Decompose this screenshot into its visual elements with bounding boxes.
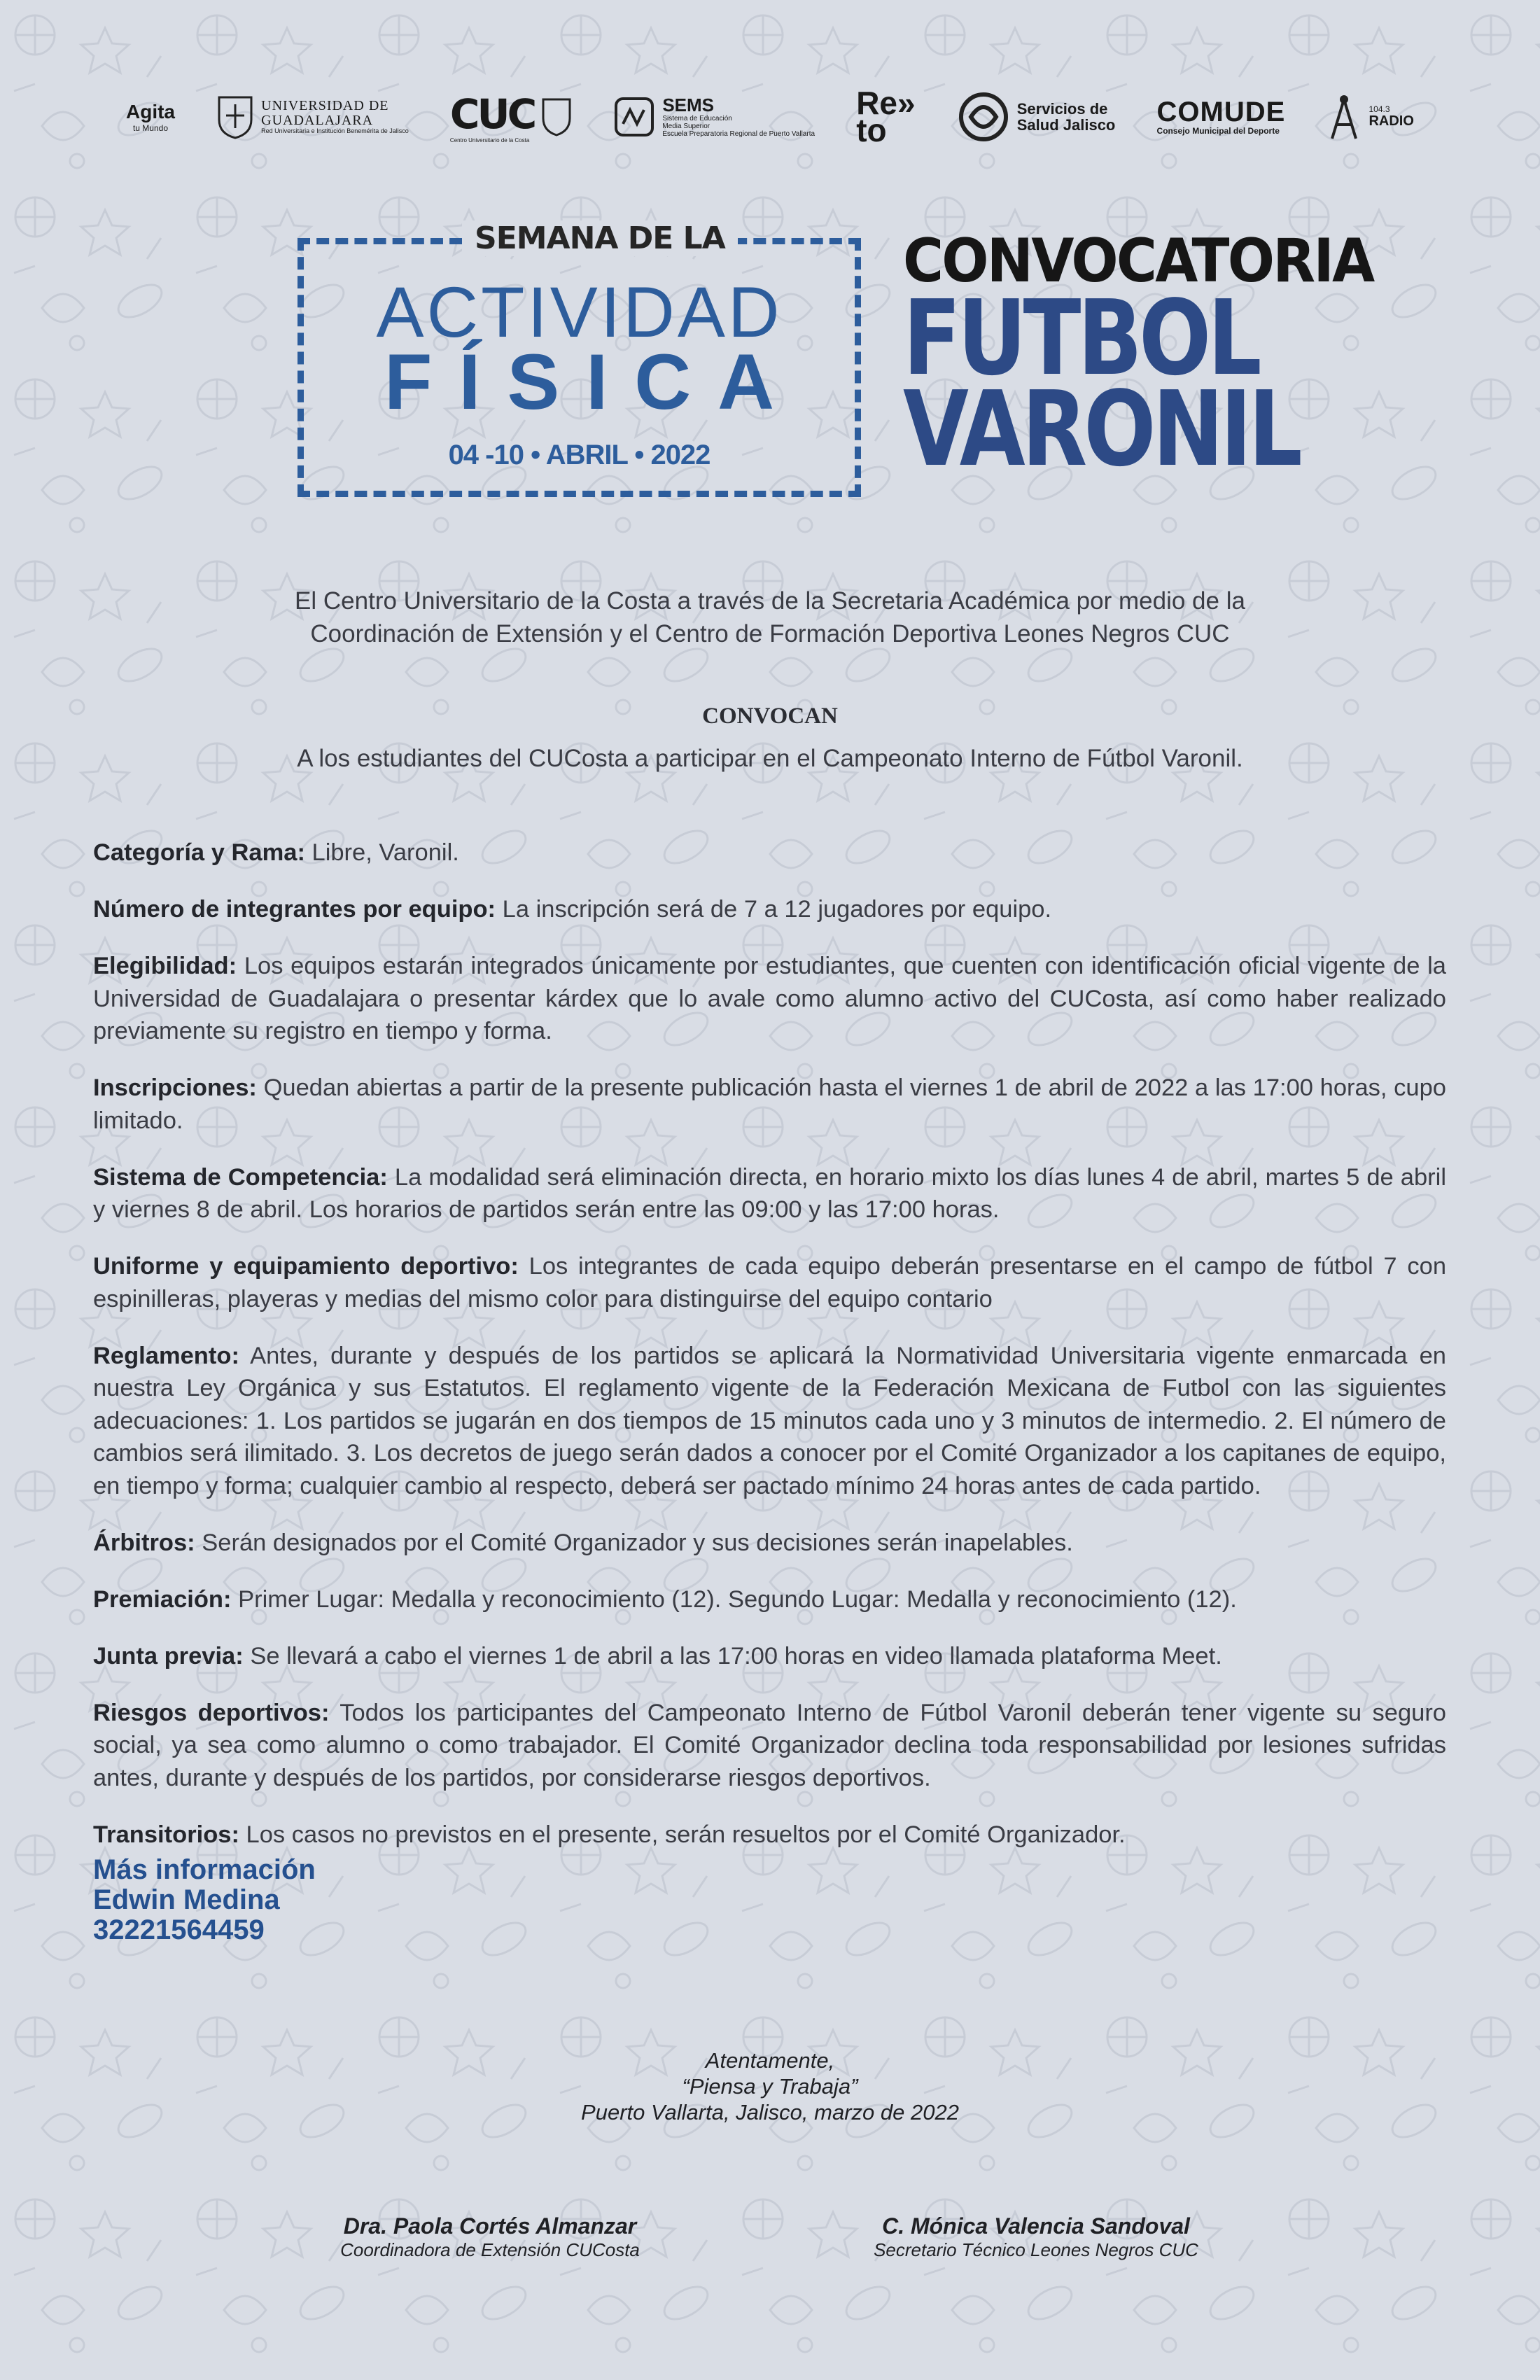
convocan-text: A los estudiantes del CUCosta a participar en el Campeonato Interno de Fútbol Varonil. (297, 745, 1243, 772)
rule-label: Número de integrantes por equipo: (93, 896, 496, 923)
rule-categoria (93, 836, 1446, 869)
signature-role: Coordinadora de Extensión CUCosta (340, 2239, 640, 2260)
udg-logo (216, 94, 409, 139)
rule-junta-previa (93, 1640, 1446, 1673)
rule-riesgos (93, 1697, 1446, 1795)
reto-logo-line1: Re» (856, 84, 916, 121)
radio-logo (1326, 92, 1413, 141)
rule-uniforme (93, 1250, 1446, 1315)
rule-elegibilidad (93, 950, 1446, 1048)
rule-text: Se llevará a cabo el viernes 1 de abril a las 17:00 horas en video llamada plataforma Meet. (243, 1642, 1222, 1670)
rule-text: Los casos no previstos en el presente, serán resueltos por el Comité Organizador. (239, 1821, 1126, 1848)
closing-motto: “Piensa y Trabaja” (682, 2074, 858, 2099)
rule-label: Inscripciones: (93, 1074, 257, 1101)
rule-arbitros (93, 1527, 1446, 1560)
rule-text: Serán designados por el Comité Organizador y sus decisiones serán inapelables. (195, 1529, 1073, 1556)
contact-info (93, 1855, 316, 1945)
rule-label: Transitorios: (93, 1821, 239, 1848)
reto-logo-line2: to (856, 112, 887, 148)
rule-label: Categoría y Rama: (93, 839, 305, 866)
event-fisica-title: FÍSICA (384, 338, 802, 426)
salud-logo-line2: Salud Jalisco (1016, 116, 1116, 134)
rule-label: Elegibilidad: (93, 953, 237, 979)
radio-logo-name: RADIO (1368, 113, 1414, 130)
sems-logo-line1: Sistema de Educación (662, 115, 732, 123)
convocatoria-heading: CONVOCATORIA (903, 226, 1373, 296)
rule-sistema-competencia (93, 1161, 1446, 1226)
reto-logo (856, 84, 916, 148)
cuc-shield-icon (541, 97, 572, 136)
signature-name: C. Mónica Valencia Sandoval (882, 2213, 1190, 2239)
radio-tower-icon (1326, 92, 1362, 141)
rule-text: Antes, durante y después de los partidos se aplicará la Normatividad Universitaria vigente enmarcada en nuestra Ley Orgánica y sus Estatutos. El reglamento vigente de la Federación Mexicana de Futbol con las siguientes adecuaciones: 1. Los partidos se jugarán en dos tiempos de 15 minutos cada uno y 3 minutos de intermedio. 2. El número de cambios será ilimitado. 3. Los decretos de juego serán dados a conocer por el Comité Organizador a los capitanes de equipo, en tiempo y forma; cualquier cambio al respecto, deberá ser pactado mínimo 24 horas antes de cada partido. (93, 1342, 1446, 1499)
intro-line1: El Centro Universitario de la Costa a través de la Secretaria Académica por medio de la (295, 587, 1245, 615)
rule-label: Sistema de Competencia: (93, 1163, 388, 1191)
salud-logo-line1: Servicios de (1016, 99, 1108, 118)
udg-logo-line2: GUADALAJARA (261, 113, 374, 129)
signature-block (280, 2213, 700, 2261)
rule-premiacion (93, 1583, 1446, 1616)
closing-block (420, 2047, 1120, 2125)
rule-label: Reglamento: (93, 1342, 239, 1369)
intro-paragraph (140, 584, 1400, 650)
intro-line2: Coordinación de Extensión y el Centro de Formación Deportiva Leones Negros CUC (310, 620, 1230, 648)
rule-integrantes (93, 893, 1446, 926)
rule-text: La modalidad será eliminación directa, en horario mixto los días lunes 4 de abril, martes 5 de abril y viernes 8 de abril. Los horarios de partidos serán entre las 09:00 y las 17:00 horas. (93, 1163, 1446, 1223)
rule-inscripciones (93, 1072, 1446, 1137)
comude-logo-name: COMUDE (1156, 97, 1286, 128)
rule-label: Premiación: (93, 1586, 232, 1613)
rule-reglamento (93, 1340, 1446, 1503)
page-title (903, 278, 1299, 490)
rule-text: La inscripción será de 7 a 12 jugadores por equipo. (496, 896, 1052, 923)
agita-logo-tagline: tu Mundo (132, 123, 169, 133)
event-semana-label: SEMANA DE LA (462, 220, 738, 256)
sponsor-logos (126, 78, 1414, 155)
closing-line1: Atentamente, (705, 2048, 835, 2073)
sems-logo-line2: Media Superior (662, 122, 710, 131)
comude-logo (1157, 97, 1286, 136)
agita-logo (126, 101, 175, 133)
rule-text: Todos los participantes del Campeonato Interno de Fútbol Varonil deberán tener vigente su seguro social, ya sea como alumno o como trabajador. El Comité Organizador declina toda responsabilidad por lesiones sufridas antes, durante y después de los partidos, por considerarse riesgos deportivos. (93, 1699, 1446, 1791)
contact-phone: 32221564459 (93, 1914, 265, 1945)
udg-logo-line1: UNIVERSIDAD DE (261, 98, 389, 114)
page-title-line2: VARONIL (903, 369, 1299, 490)
rule-label: Riesgos deportivos: (93, 1699, 330, 1726)
page-title-line1: FUTBOL (903, 278, 1259, 398)
radio-logo-freq: 104.3 (1368, 104, 1390, 114)
signature-role: Secretario Técnico Leones Negros CUC (874, 2239, 1198, 2260)
event-actividad-title: ACTIVIDAD (376, 272, 783, 352)
udg-logo-tagline: Red Universitaria e Institución Benemérita de Jalisco (261, 127, 409, 135)
agita-logo-name: Agita (126, 101, 175, 122)
udg-shield-icon (216, 94, 254, 139)
sems-logo-name: SEMS (662, 94, 714, 115)
sems-mark-icon (613, 96, 655, 138)
rule-text: Los equipos estarán integrados únicamente por estudiantes, que cuenten con identificación oficial vigente de la Universidad de Guadalajara o presentar kárdex que lo avale como alumno activo del CUCosta, así como haber realizado previamente su registro en tiempo y forma. (93, 953, 1446, 1044)
rule-label: Junta previa: (93, 1642, 244, 1670)
rule-text: Primer Lugar: Medalla y reconocimiento (12). Segundo Lugar: Medalla y reconocimiento (12). (231, 1586, 1237, 1613)
cuc-logo-name: CUC (449, 90, 535, 138)
rule-text: Quedan abiertas a partir de la presente publicación hasta el viernes 1 de abril de 2022 a las 17:00 horas, cupo limitado. (93, 1074, 1446, 1134)
contact-name: Edwin Medina (93, 1884, 280, 1915)
rule-text: Los integrantes de cada equipo deberán presentarse en el campo de fútbol 7 con espinilleras, playeras y medias del mismo color para distinguirse del equipo contario (93, 1253, 1446, 1312)
signature-name: Dra. Paola Cortés Almanzar (343, 2213, 637, 2239)
cuc-logo (450, 90, 572, 144)
closing-place-date: Puerto Vallarta, Jalisco, marzo de 2022 (581, 2100, 959, 2124)
rule-transitorios (93, 1819, 1446, 1851)
signature-block (826, 2213, 1246, 2261)
contact-heading: Más información (93, 1854, 316, 1885)
rule-label: Uniforme y equipamiento deportivo: (93, 1253, 519, 1280)
salud-jalisco-logo (957, 90, 1116, 144)
event-dates: 04 -10 • ABRIL • 2022 (448, 440, 710, 470)
convocan-heading: CONVOCAN (702, 704, 838, 729)
rule-text: Libre, Varonil. (304, 839, 459, 866)
comude-logo-tagline: Consejo Municipal del Deporte (1156, 126, 1280, 136)
sems-logo-tagline: Escuela Preparatoria Regional de Puerto Vallarta (662, 130, 816, 139)
cuc-logo-tagline: Centro Universitario de la Costa (449, 136, 530, 144)
salud-jalisco-mark-icon (957, 90, 1010, 144)
rule-label: Árbitros: (93, 1529, 195, 1556)
sems-logo (613, 96, 815, 138)
rules-list (93, 836, 1446, 1863)
